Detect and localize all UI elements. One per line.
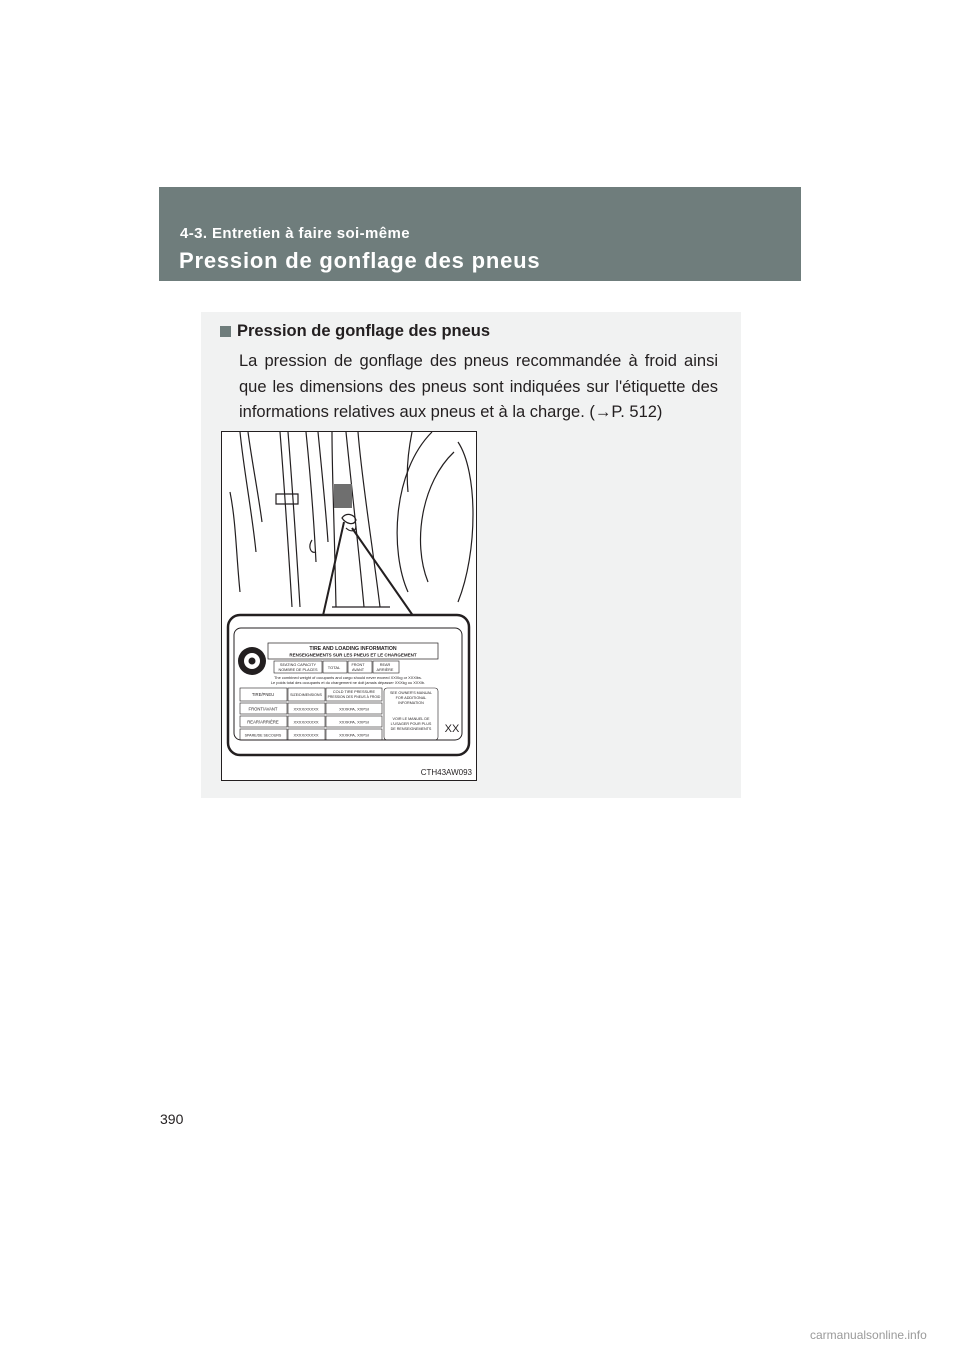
section-label: 4-3. Entretien à faire soi-même	[180, 225, 410, 242]
row-front-pressure: XXXKPA, XXPSI	[339, 706, 369, 712]
seating-capacity-en: SEATING CAPACITY	[279, 663, 317, 667]
tire-icon	[238, 647, 266, 675]
tire-label-illustration	[221, 431, 477, 781]
row-rear-size: XXXX/XXXXX	[293, 719, 319, 725]
page-title: Pression de gonflage des pneus	[179, 248, 541, 273]
square-bullet-icon	[220, 326, 231, 337]
label-code: XX	[444, 723, 460, 735]
figure-code: CTH43AW093	[420, 768, 472, 777]
watermark: carmanualsonline.info	[810, 1328, 927, 1342]
label-title-en: TIRE AND LOADING INFORMATION	[309, 646, 397, 652]
label-title-fr: RENSEIGNEMENTS SUR LES PNEUS ET LE CHARGEMENT	[289, 652, 417, 658]
rear-label-en: REAR	[379, 663, 391, 667]
manual-note-en-2: FOR ADDITIONAL	[395, 696, 427, 700]
page-number: 390	[160, 1111, 184, 1127]
total-label: TOTAL	[327, 665, 341, 670]
front-label-en: FRONT	[351, 663, 365, 667]
illustration-drawing	[222, 432, 478, 782]
row-spare-size: XXXX/XXXXX	[293, 732, 319, 738]
row-rear-pressure: XXXKPA, XXPSI	[339, 719, 369, 725]
col-cold-header-en: COLD TIRE PRESSURE	[332, 690, 376, 694]
chapter-header	[159, 187, 801, 281]
row-spare-tire: SPARE/DE SECOURS	[244, 733, 282, 738]
body-paragraph: La pression de gonflage des pneus recommandée à froid ainsi que les dimensions des pneus sont indiquées sur l'étiquette des informations relatives aux pneus et à la charge. (→P. 512)	[239, 352, 718, 421]
content-box	[201, 312, 741, 798]
manual-note-en-3: INFORMATION	[398, 701, 424, 705]
row-front-tire: FRONT/AVANT	[248, 706, 278, 712]
row-front-size: XXXX/XXXXX	[293, 706, 319, 712]
col-tire-header: TIRE/PNEU	[251, 692, 275, 697]
manual-note-fr-3: DE RENSEIGNEMENTS	[390, 727, 432, 731]
manual-note-fr-1: VOIR LE MANUEL DE	[392, 717, 430, 721]
bullet-heading	[220, 322, 490, 341]
col-cold-header-fr: PRESSION DES PNEUS À FROID	[327, 695, 381, 699]
front-label-fr: AVANT	[351, 668, 365, 672]
bullet-heading-text: Pression de gonflage des pneus	[237, 322, 491, 340]
rear-label-fr: ARRIÈRE	[376, 668, 394, 672]
label-location-marker	[334, 484, 352, 508]
manual-note-fr-2: L'USAGER POUR PLUS	[390, 722, 432, 726]
door-jamb-drawing	[230, 432, 473, 607]
weight-statement-en: The combined weight of occupants and cargo should never exceed XXXkg or XXXlbs.	[274, 675, 422, 680]
seating-capacity-fr: NOMBRE DE PLACES	[278, 668, 318, 672]
manual-note-en-1: SEE OWNER'S MANUAL	[389, 691, 433, 695]
row-spare-pressure: XXXKPA, XXPSI	[339, 732, 369, 738]
weight-statement-fr: Le poids total des occupants et du chargement ne doit jamais dépasser XXXkg ou XXXlb.	[270, 680, 426, 685]
row-rear-tire: REAR/ARRIÈRE	[247, 719, 279, 725]
col-size-header: SIZE/DIMENSIONS	[290, 693, 322, 697]
